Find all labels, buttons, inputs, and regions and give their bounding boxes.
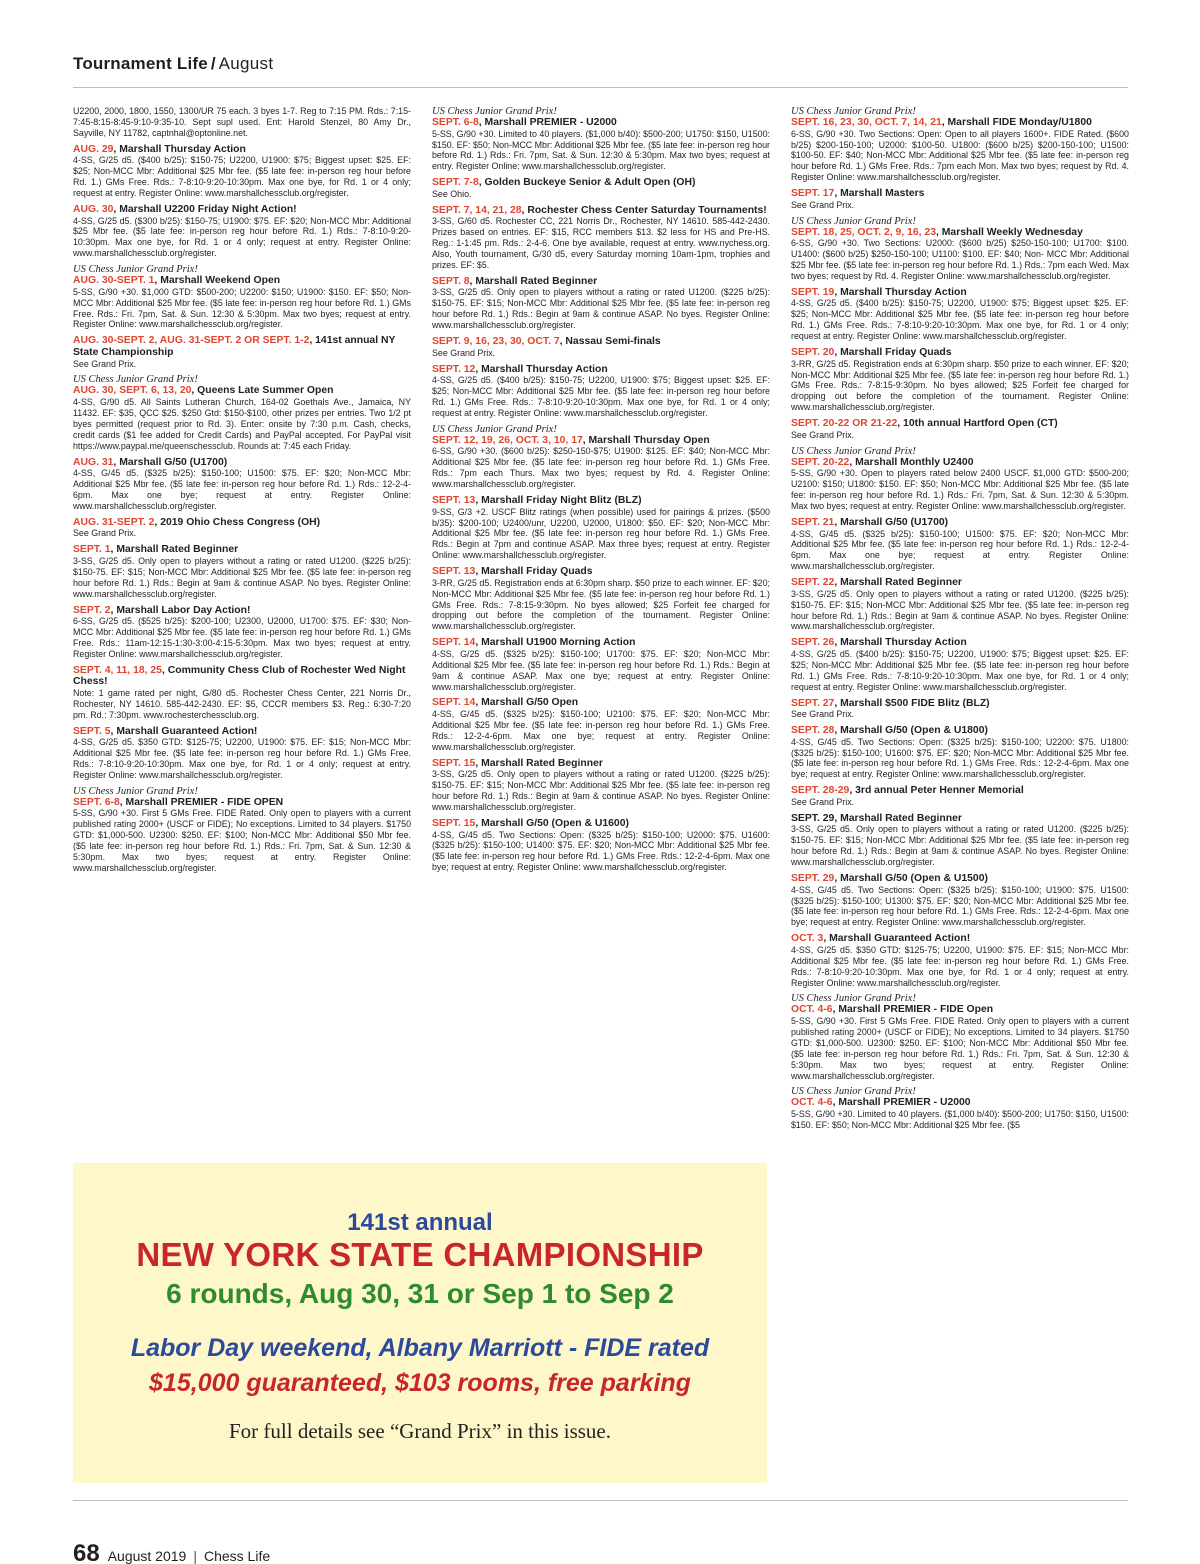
tournament-listing [432,697,770,752]
listing-date: SEPT. 27 [791,697,835,709]
tournament-listing [73,605,411,660]
listing-title [432,495,770,507]
listing-name: , Marshall U1900 Morning Action [475,637,636,649]
tournament-listing [73,264,411,330]
listing-name: , Marshall Guaranteed Action! [110,725,258,737]
listing-title [791,418,1129,430]
listing-details: See Grand Prix. [791,429,855,440]
listing-date: SEPT. 15 [432,757,476,769]
header-slash: / [210,54,216,73]
listing-details: 4-SS, G/45 d5. ($325 b/25): $150-100; U1500: $75. EF: $20; Non-MCC Mbr: Additional $25 Mbr fee. ($5 late fee: in-person reg hour before Rd. 1.) Rds.: 12-2-4-6pm. Max one bye; request at entry. Register Online: www.marshallchessclub.org/register. [791,528,1129,572]
listing-title [791,873,1129,885]
ad-line-prizes: $15,000 guaranteed, $103 rooms, free parking [149,1369,691,1397]
section-title: Tournament Life [73,54,208,73]
listing-title [432,566,770,578]
listing-name: , Marshall G/50 (U1700) [113,456,228,468]
listing-details: 3-SS, G/25 d5. Only open to players without a rating or rated U1200. ($225 b/25): $150-75. EF: $15; Non-MCC Mbr: Additional $25 Mbr fee. ($5 late fee: in-person reg hour before Rd. 1.) Rds.: Begin at 9am & continue ASAP. No byes. Register Online: www.marshallchessclub.org/register. [432,287,770,331]
listing-column-1 [73,106,411,879]
tournament-listing [432,495,770,561]
folio-separator: | [193,1548,197,1564]
listing-date: SEPT. 6-8 [73,796,120,808]
listing-name: , 2019 Ohio Chess Congress (OH) [154,516,321,528]
listing-name: , Marshall Friday Night Blitz (BLZ) [475,495,642,506]
listing-date: AUG. 30-SEPT. 2, AUG. 31-SEPT. 2 OR SEPT. 1-2 [73,335,310,347]
listing-date: SEPT. 17 [791,188,835,200]
listing-name: , Golden Buckeye Senior & Adult Open (OH) [478,177,696,189]
listing-date: AUG. 31 [73,456,114,468]
listing-details: 4-SS, G/45 d5. Two Sections: Open: ($325 b/25): $150-100; U1900: $75. U1500: ($325 b/25): $150-100; U1300: $75. EF: $20; Non-MCC Mbr: Additional $25 Mbr fee. ($5 late fee: in-person reg hour before Rd. 1.) GMs Free. Rds.: 12-2-4-6pm. Max one bye; request at entry. Register Online: www.marshallchessclub.org/register. [791,884,1129,928]
listing-name: , 10th annual Hartford Open (CT) [897,418,1058,430]
listing-name: , Marshall Thursday Action [834,637,967,649]
listing-title [432,336,770,348]
listing-title [791,227,1129,239]
listing-details: 4-SS, G/25 d5. ($400 b/25): $150-75; U2200, U1900: $75; Biggest upset: $25. EF: $25; Non-MCC Mbr: Additional $25 Mbr fee. ($5 late fee: in-person reg hour before Rd. 1.) GMs Free. Rds.: 7-8:10-9:20-10:30pm. Max one bye, for Rd. 1 or 4 only; request at entry. Register Online: www.marshallchessclub.org/register. [791,648,1129,692]
listing-details: 3-SS, G/25 d5. Only open to players without a rating or rated U1200. ($225 b/25): $150-75. EF: $15; Non-MCC Mbr: Additional $25 Mbr fee. ($5 late fee: in-person reg hour before Rd. 1.) Rds.: Begin at 9am & continue ASAP. No byes. Register Online: www.marshallchessclub.org/register. [791,824,1129,868]
listing-title [791,1097,1129,1109]
listing-title [791,347,1129,359]
listing-details: 4-SS, G/25 d5. $350 GTD: $125-75; U2200, U1900: $75. EF: $15; Non-MCC Mbr: Additional $25 Mbr fee. ($5 late fee: in-person reg hour before Rd. 1.) GMs Free. Rds.: 7-8:10-9:20-10:30pm. Max one bye, for Rd. 1 or 4 only; request at entry. Register Online: www.marshallchessclub.org/register. [791,944,1129,988]
running-header [73,54,1128,88]
tournament-listing [791,813,1129,868]
ad-line-rounds: 6 rounds, Aug 30, 31 or Sep 1 to Sep 2 [166,1278,674,1309]
tournament-listing [791,517,1129,572]
issue-date: August 2019 [107,1548,187,1564]
ad-line-title: NEW YORK STATE CHAMPIONSHIP [136,1236,704,1273]
listing-title [73,204,411,216]
listing-name: , Marshall Guaranteed Action! [823,933,971,945]
listing-date: AUG. 30, SEPT. 6, 13, 20 [73,385,192,397]
listing-details: 4-SS, G/25 d5. ($400 b/25): $150-75; U2200, U1900: $75; Biggest upset: $25. EF: $25; Non-MCC Mbr: Additional $25 Mbr fee. ($5 late fee: in-person reg hour before Rd. 1.) GMs Free. Rds.: 7-8:10-9:20-10:30pm. Max one bye, for Rd. 1 or 4 only; request at entry. Register Online: www.marshallchessclub.org/register. [432,375,770,418]
listing-details: 6-SS, G/25 d5. ($525 b/25): $200-100; U2300, U2000, U1700: $75. EF: $30; Non-MCC Mbr: Additional $25 Mbr fee. ($5 late fee: in-person reg hour before Rd. 1.) GMs Free. Rds.: 11am-12:15-1:30-3:00-4:15-5:30pm. Max two byes; request at entry. Register Online: www.marshallchessclub.org/register. [73,616,411,659]
ad-line-details: For full details see “Grand Prix” in this issue. [228,1419,612,1443]
listing-date: AUG. 29 [73,143,114,155]
listing-name: , Marshall Thursday Action [834,286,967,298]
listing-date: SEPT. 20-22 OR 21-22 [791,418,898,430]
grand-prix-label: US Chess Junior Grand Prix! [791,215,916,227]
listing-title [432,435,770,447]
listing-date: SEPT. 12, 19, 26, OCT. 3, 10, 17 [432,434,583,446]
listing-name: , Marshall PREMIER - U2000 [832,1097,971,1109]
listing-title [791,813,1129,825]
tournament-listing [791,418,1129,441]
listing-title [432,758,770,770]
listing-title [791,637,1129,649]
tournament-listing [73,144,411,199]
ad-line-annual: 141st annual [347,1209,493,1236]
listing-date: SEPT. 7, 14, 21, 28 [432,204,522,216]
listing-details: Note: 1 game rated per night, G/80 d5. Rochester Chess Center, 221 Norris Dr., Rochester, NY 14610. 585-442-2430. EF: $5, CCCR members $3. Reg.: 6:30-7:20 pm. Rd.: 7:30pm. www.rochesterchessclub.org. [73,687,411,720]
listing-details: 5-SS, G/90 +30. $1,000 GTD: $500-200; U2200: $150; U1900: $150. EF: $50; Non-MCC Mbr: Additional $25 Mbr fee. ($5 late fee: in-person reg hour before Rd. 1.) GMs Free. Rds.: Fri. 7pm, Sat. & Sun. 12:30 & 5:30pm. Max two byes; request at entry. Register Online: www.marshallchessclub.org/register. [73,286,411,330]
listing-date: SEPT. 7-8 [432,177,479,189]
listing-name: , Marshall Thursday Action [475,363,608,375]
grand-prix-label: US Chess Junior Grand Prix! [791,993,916,1005]
magazine-name: Chess Life [203,1548,271,1564]
listing-name: , Marshall G/50 (Open & U1500) [834,873,988,884]
listing-title [432,205,770,217]
grand-prix-label: US Chess Junior Grand Prix! [791,1086,916,1098]
tournament-listing [73,726,411,781]
listing-details: 6-SS, G/90 +30. Two Sections: Open: Open to all players 1600+. FIDE Rated. ($600 b/25) $200-150-100; U2000: $100-50. U1800: ($600 b/25) $200-150-100; U1500: $100-50. EF: $40; Non-MCC Mbr: Additional $25 Mbr fee. ($5 late fee: in-person reg hour before Rd. 1.) GMs Free. Rds.: 7pm each Mon. Max two byes; request by Rd. 4. Register Online: www.marshallchessclub.org/register. [791,128,1129,183]
tournament-listing [73,204,411,259]
listing-name: , Marshall Rated Beginner [834,577,962,589]
listing-date: SEPT. 13 [432,566,476,578]
listing-name: , Community Chess Club of Rochester Wed Night Chess! [73,664,406,688]
listing-title [791,725,1129,737]
tournament-listing [432,364,770,419]
listing-column-2 [432,106,770,878]
listing-column-3 [791,106,1129,1136]
listing-title [73,144,411,156]
listing-name: , Marshall Rated Beginner [475,757,603,769]
listing-details: 5-SS, G/90 +30. Open to players rated below 2400 USCF. $1,000 GTD: $500-200; U2100: $150; U1800: $150. EF: $50; Non-MCC Mbr: Additional $25 Mbr fee. ($5 late fee: in-person reg hour before Rd. 1.) Rds.: Fri. 7pm, Sat. & Sun. 12:30 & 5:30pm. Max two byes; request at entry. Register Online: www.marshallchessclub.org/register. [791,468,1129,511]
listing-details: 5-SS, G/90 +30. Limited to 40 players. ($1,000 b/40): $500-200; U1750: $150, U1500: $150. EF: $50; Non-MCC Mbr: Additional $25 Mbr fee. ($5 [791,1109,1129,1130]
listing-title [791,785,1129,797]
listing-date: SEPT. 28-29 [791,785,850,797]
listing-title [432,637,770,649]
tournament-listing [432,336,770,359]
listing-name: , Marshall FIDE Monday/U1800 [941,117,1092,128]
listing-date: OCT. 4-6 [791,1097,833,1109]
listing-date: SEPT. 1 [73,544,111,556]
listing-details: 6-SS, G/90 +30. ($600 b/25): $250-150-$75; U1900: $125. EF: $40; Non-MCC Mbr: Additional $25 Mbr fee. ($5 late fee: in-person reg hour before Rd. 1.) GMs Free. Rds.: 7pm each Thurs. Max two byes; request by Rd. 4. Register Online: www.marshallchessclub.org/register. [432,446,770,490]
tournament-listing [791,1086,1129,1130]
listing-name: , Marshall Friday Quads [475,566,593,578]
listing-title [791,698,1129,710]
listing-details: 3-SS, G/60 d5. Rochester CC, 221 Norris Dr., Rochester, NY 14610. 585-442-2430. Prizes based on entries. EF: $15, RCC members $13. $2 less for HS and Pre-HS. Reg.: 1-1:45 pm. Rds.: 2-4-6. One bye available, request at entry. www.nychess.org. Also, Youth tournament, G/30 d5, every Saturday morning 10am-1pm, trophies and prizes. EF: $5. [432,216,770,270]
listing-title [73,385,411,397]
tournament-listing [791,188,1129,211]
listing-details: 4-SS, G/25 d5. ($300 b/25): $150-75; U1900: $75. EF: $20; Non-MCC Mbr: Additional $25 Mbr fee. ($5 late fee: in-person reg hour before Rd. 1.) Rds.: 7-8:10-9:20-10:30pm. Max one bye, for Rd. 1 or 4 only; request at entry. Register Online: www.marshallchessclub.org/register. [73,215,411,259]
listing-date: SEPT. 2 [73,604,111,616]
listing-details: U2200, 2000, 1800, 1550, 1300/UR 75 each. 3 byes 1-7. Reg to 7:15 PM. Rds.: 7:15-7:45-8:15-8:45-9:10-9:35-10. Sept supl used. Ent: Harold Stenzel, 80 Amy Dr., Sayville, NY 11782, captnhal@optonline.net. [73,106,411,138]
tournament-listing [791,577,1129,632]
tournament-listing [791,698,1129,721]
listing-name: , Marshall Thursday Open [582,434,710,446]
grand-prix-label: US Chess Junior Grand Prix! [432,423,557,435]
tournament-listing [73,517,411,540]
listing-details: See Grand Prix. [432,347,496,358]
listing-name: , Marshall Rated Beginner [110,544,239,556]
listing-details: 4-SS, G/25 d5. $350 GTD: $125-75; U2200, U1900: $75. EF: $15; Non-MCC Mbr: Additional $25 Mbr fee. ($5 late fee: in-person reg hour before Rd. 1.) GMs Free. Rds.: 7-8:10-9:20-10:30pm. Max one bye, for Rd. 1 or 4 only; request at entry. Register Online: www.marshallchessclub.org/register. [73,737,411,780]
listing-name: , Marshall G/50 Open [475,697,579,709]
tournament-listing [432,205,770,271]
listing-details: 3-SS, G/25 d5. Only open to players without a rating or rated U1200. ($225 b/25): $150-75. EF: $15; Non-MCC Mbr: Additional $25 Mbr fee. ($5 late fee: in-person reg hour before Rd. 1.) Rds.: Begin at 9am & continue ASAP. No byes. Register Online: www.marshallchessclub.org/register. [432,769,770,812]
tournament-listing [73,106,411,139]
listing-date: SEPT. 19 [791,286,835,298]
listing-details: See Ohio. [432,188,472,199]
tournament-listing [791,637,1129,692]
listing-date: AUG. 30-SEPT. 1 [73,275,155,287]
tournament-listing [73,457,411,512]
listing-name: , Marshall Masters [834,188,925,200]
listing-title [73,517,411,529]
listing-date: SEPT. 18, 25, OCT. 2, 9, 16, 23 [791,226,936,238]
listing-date: SEPT. 14 [432,637,476,649]
listing-details: 4-SS, G/45 d5. ($325 b/25): $150-100; U1500: $75. EF: $20; Non-MCC Mbr: Additional $25 Mbr fee. ($5 late fee: in-person reg hour before Rd. 1.) Rds.: 12-2-4-6pm. Max one bye; request at entry. Register Online: www.marshallchessclub.org/register. [73,468,411,511]
listing-date: SEPT. 15 [432,817,476,829]
listing-details: See Grand Prix. [791,199,855,210]
listing-details: 5-SS, G/90 +30. First 5 GMs Free. FIDE Rated. Only open to players with a current published rating 2000+ (USCF or FIDE); No exceptions. Limited to 34 players. $1750 GTD: $1,000-500. U2300: $250. EF: $100; Non-MCC Mbr: Additional $50 Mbr fee. ($5 late fee: in-person reg hour before Rd. 1.) Rds.: Fri. 7pm, Sat. & Sun. 12:30 & 5:30pm. Max two byes; request at entry. Register Online: www.marshallchessclub.org/register. [73,808,411,873]
listing-date: SEPT. 16, 23, 30, OCT. 7, 14, 21 [791,117,942,128]
tournament-listing [73,335,411,369]
listing-name: , Rochester Chess Center Saturday Tournaments! [521,204,767,216]
listing-details: 5-SS, G/90 +30. First 5 GMs Free. FIDE Rated. Only open to players with a current published rating 2000+ (USCF or FIDE); No exceptions. Limited to 34 players. $1750 GTD: $1,000-500. U2300: $250. EF: $100; Non-MCC Mbr: Additional $50 Mbr fee. ($5 late fee: in-person reg hour before Rd. 1.) Rds.: Fri. 7pm, Sat. & Sun. 12:30 & 5:30pm. Max two byes; request at entry. Register Online: www.marshallchessclub.org/register. [791,1016,1129,1081]
listing-name: , Marshall G/50 (Open & U1600) [475,817,629,829]
listing-name: , Queens Late Summer Open [191,385,334,397]
listing-details: 4-SS, G/90 d5. All Saints Lutheran Church, 164-02 Goethals Ave., Jamaica, NY 11432. EF: $35, QCC $25. $250 Gtd: $150-$100, other prizes per entries. Two 1/2 pt byes permitted (request prior to Rd. 3). Enter: onsite by 7:30 p.m. Cash, checks, credit cards ($1 fee added for Credit Cards) and PayPal accepted. For PayPal visit https://www.paypal.me/queenschessclub. Rounds at: 7:45 each Friday. [73,397,411,451]
tournament-listing [432,637,770,692]
tournament-listing [432,177,770,200]
listing-details: 3-RR, G/25 d5. Registration ends at 6:30pm sharp. $50 prize to each winner. EF: $20; Non-MCC Mbr: Additional $25 Mbr fee. ($5 late fee: in-person reg hour before Rd. 1.) GMs Free. Rds.: 7-8:15-9:30pm. No byes allowed; $25 Forfeit fee charged for dropping out before the completion of the tournament. Register Online: www.marshallchessclub.org/register. [432,577,770,632]
tournament-listing [791,106,1129,183]
listing-details: 3-RR, G/25 d5. Registration ends at 6:30pm sharp. $50 prize to each winner. EF: $20; Non-MCC Mbr: Additional $25 Mbr fee. ($5 late fee: in-person reg hour before Rd. 1.) GMs Free. Rds.: 7-8:15-9:30pm. No byes allowed; $25 Forfeit fee charged for dropping out before the completion of the tournament. Register Online: www.marshallchessclub.org/register. [791,358,1129,413]
tournament-listing [791,933,1129,988]
listing-title [73,665,411,688]
listing-name: , Marshall Labor Day Action! [110,604,251,616]
listing-name: , 3rd annual Peter Henner Memorial [849,785,1024,797]
listing-date: SEPT. 20-22 [791,456,850,468]
listing-name: , Marshall G/50 (U1700) [834,516,949,528]
listing-details: 4-SS, G/25 d5. ($325 b/25): $150-100; U1700: $75. EF: $20; Non-MCC Mbr: Additional $25 Mbr fee. ($5 late fee: in-person reg hour before Rd. 1.) Rds.: Begin at 9am & continue ASAP. Max one bye; request at entry. Register Online: www.marshallchessclub.org/register. [432,648,770,692]
grand-prix-label: US Chess Junior Grand Prix! [791,445,916,457]
listing-details: 3-SS, G/25 d5. Only open to players without a rating or rated U1200. ($225 b/25): $150-75. EF: $15; Non-MCC Mbr: Additional $25 Mbr fee. ($5 late fee: in-person reg hour before Rd. 1.) Rds.: Begin at 9am & continue ASAP. No byes. Register Online: www.marshallchessclub.org/register. [73,555,411,599]
listing-name: , Marshall PREMIER - U2000 [478,117,617,128]
tournament-listing [73,374,411,451]
listing-name: , Marshall Weekend Open [154,275,281,287]
listing-date: AUG. 30 [73,203,114,215]
tournament-listing [791,287,1129,342]
listing-name: , Marshall PREMIER - FIDE Open [832,1004,994,1016]
tournament-listing [791,216,1129,282]
listing-name: , Marshall Weekly Wednesday [935,226,1083,238]
listing-title [791,1004,1129,1016]
listing-title [73,726,411,738]
listing-title [432,117,770,129]
listing-details: 4-SS, G/25 d5. ($400 b/25): $150-75; U2200, U1900: $75; Biggest upset: $25. EF: $25; Non-MCC Mbr: Additional $25 Mbr fee. ($5 late fee: in-person reg hour before Rd. 1.) GMs Free. Rds.: 7-8:10-9:20-10:30pm. Max one bye, for Rd. 1 or 4 only; request at entry. Register Online: www.marshallchessclub.org/register. [791,298,1129,342]
listing-title [432,177,770,189]
listing-title [432,697,770,709]
tournament-listing [432,106,770,172]
listing-name: , Marshall Friday Quads [834,347,952,359]
grand-prix-label: US Chess Junior Grand Prix! [73,785,198,797]
tournament-listing [432,818,770,873]
listing-title [791,188,1129,200]
listing-date: SEPT. 9, 16, 23, 30, OCT. 7 [432,336,560,348]
listing-title [791,933,1129,945]
listing-date: OCT. 3 [791,933,824,945]
ad-line-venue: Labor Day weekend, Albany Marriott - FIDE rated [130,1334,710,1362]
listing-details: 5-SS, G/90 +30. Limited to 40 players. ($1,000 b/40): $500-200; U1750: $150, U1500: $150. EF: $50; Non-MCC Mbr: Additional $25 Mbr fee. ($5 late fee: in-person reg hour before Rd. 1.) Rds.: Fri. 7pm, Sat. & Sun. 12:30 & 5:30pm. Max two byes; request at entry. Register Online: www.marshallchessclub.org/register. [432,128,770,172]
listing-name: , Marshall Monthly U2400 [849,456,974,468]
listing-details: 4-SS, G/25 d5. ($400 b/25): $150-75; U2200, U1900: $75; Biggest upset: $25. EF: $25; Non-MCC Mbr: Additional $25 Mbr fee. ($5 late fee: in-person reg hour before Rd. 1.) GMs Free. Rds.: 7-8:10-9:20-10:30pm. Max one bye, for Rd. 1 or 4 only; request at entry. Register Online: www.marshallchessclub.org/register. [73,155,411,199]
tournament-listing [73,544,411,599]
grand-prix-label: US Chess Junior Grand Prix! [432,106,557,117]
listing-title [432,818,770,830]
listing-name: , Marshall Thursday Action [113,143,246,155]
listing-date: SEPT. 12 [432,363,476,375]
tournament-listing [791,873,1129,928]
footer-rule [73,1500,1128,1501]
listing-details: See Grand Prix. [791,796,855,807]
listing-details: See Grand Prix. [73,528,137,539]
tournament-listing [73,665,411,721]
tournament-listing [791,993,1129,1081]
listing-name: , 141st annual NY State Championship [73,335,396,358]
listing-details: 9-SS, G/3 +2. USCF Blitz ratings (when possible) used for pairings & prizes. ($500 b/35): $200-100; U2400/unr, U2200, U2000, U1800: $50. EF: $20; Non-MCC Mbr: Additional $25 Mbr fee. ($5 late fee: in-person reg hour before Rd. 1.) GMs Free. Rds.: Begin at 7pm and continue ASAP. Max three byes; request at entry. Register Online: www.marshallchessclub.org/register. [432,506,770,561]
listing-title [791,577,1129,589]
listing-date: OCT. 4-6 [791,1004,833,1016]
grand-prix-label: US Chess Junior Grand Prix! [73,264,198,276]
listing-title [432,364,770,376]
tournament-listing [73,786,411,874]
grand-prix-label: US Chess Junior Grand Prix! [73,374,198,386]
listing-details: 4-SS, G/45 d5. ($325 b/25): $150-100; U2100: $75. EF: $20; Non-MCC Mbr: Additional $25 Mbr fee. ($5 late fee: in-person reg hour before Rd. 1.) GMs Free. Rds.: 12-2-4-6pm. Max one bye; request at entry. Register Online: www.marshallchessclub.org/register. [432,709,770,752]
listing-date: SEPT. 5 [73,725,111,737]
listing-name: , Nassau Semi-finals [559,336,661,348]
listing-details: See Grand Prix. [73,358,137,369]
tournament-listing [791,725,1129,780]
listing-title [791,457,1129,469]
page-number: 68 [73,1540,100,1564]
listing-date: SEPT. 28 [791,725,835,737]
tournament-listing [432,566,770,632]
listing-name: , Marshall Rated Beginner [469,275,598,287]
listing-title [791,517,1129,529]
listing-details: 3-SS, G/25 d5. Only open to players without a rating or rated U1200. ($225 b/25): $150-75. EF: $15; Non-MCC Mbr: Additional $25 Mbr fee. ($5 late fee: in-person reg hour before Rd. 1.) Rds.: Begin at 9am & continue ASAP. No byes. Register Online: www.marshallchessclub.org/register. [791,588,1129,632]
listing-name: , Marshall $500 FIDE Blitz (BLZ) [834,697,990,709]
tournament-listing [432,424,770,490]
listing-title [73,797,411,809]
tournament-listing [432,276,770,331]
listing-title [73,335,411,358]
listing-date: SEPT. 20 [791,347,835,359]
listing-details: 4-SS, G/45 d5. Two Sections: Open: ($325 b/25): $150-100; U2000: $75. U1600: ($325 b/25): $150-100; U1400: $75. EF: $20; Non-MCC Mbr: Additional $25 Mbr fee. ($5 late fee: in-person reg hour before Rd. 1.) GMs Free. Rds.: 12-2-4-6pm. Max one bye; request at entry. Register Online: www.marshallchessclub.org/register. [432,829,770,873]
listing-date: SEPT. 4, 11, 18, 25 [73,664,162,676]
listing-title [791,117,1129,129]
listing-details: See Grand Prix. [791,709,855,720]
listing-name: , Marshall G/50 (Open & U1800) [834,725,988,737]
listing-details: 6-SS, G/90 +30. Two Sections: U2000: ($600 b/25) $250-150-100; U1700: $100. U1400: ($600 b/25) $250-150-100; U1100: $100. EF: $40; Non- MCC Mbr: Additional $25 Mbr fee. ($5 late fee: in-person reg hour before Rd. 1.) Rds.: 7pm each Wed. Max two byes; request by Rd. 4. Register Online: www.marshallchessclub.org/register. [791,238,1129,281]
listing-details: 4-SS, G/45 d5. Two Sections: Open: ($325 b/25): $150-100; U2200: $75. U1800: ($325 b/25): $150-100; U1600: $75. EF: $20; Non-MCC Mbr: Additional $25 Mbr fee. ($5 late fee: in-person reg hour before Rd. 1.) GMs Free. Rds.: 12-2-4-6pm. Max one bye; request at entry. Register Online: www.marshallchessclub.org/register. [791,736,1129,780]
listing-date: SEPT. 26 [791,637,835,649]
tournament-listing [791,446,1129,512]
listing-date: SEPT. 8 [432,275,470,287]
listing-title [432,276,770,288]
listing-date: AUG. 31-SEPT. 2 [73,516,155,528]
listing-date: SEPT. 22 [791,577,835,589]
nys-championship-ad [73,1163,767,1483]
tournament-listing [791,347,1129,413]
listing-date: SEPT. 21 [791,516,835,528]
grand-prix-label: US Chess Junior Grand Prix! [791,106,916,117]
section-month: August [218,54,274,73]
listing-date: SEPT. 14 [432,697,476,709]
listing-date: SEPT. 6-8 [432,117,479,128]
listing-title [73,605,411,617]
listing-title [73,457,411,469]
listing-title [73,544,411,556]
listing-date: SEPT. 29 [791,873,835,884]
listing-name: , Marshall U2200 Friday Night Action! [113,203,297,215]
listing-name: SEPT. 29, Marshall Rated Beginner [791,812,962,824]
listing-title [791,287,1129,299]
listing-name: , Marshall PREMIER - FIDE OPEN [119,796,284,808]
tournament-listing [432,758,770,813]
folio [73,1540,270,1564]
tournament-listing [791,785,1129,808]
listing-date: SEPT. 13 [432,495,476,506]
listing-title [73,275,411,287]
